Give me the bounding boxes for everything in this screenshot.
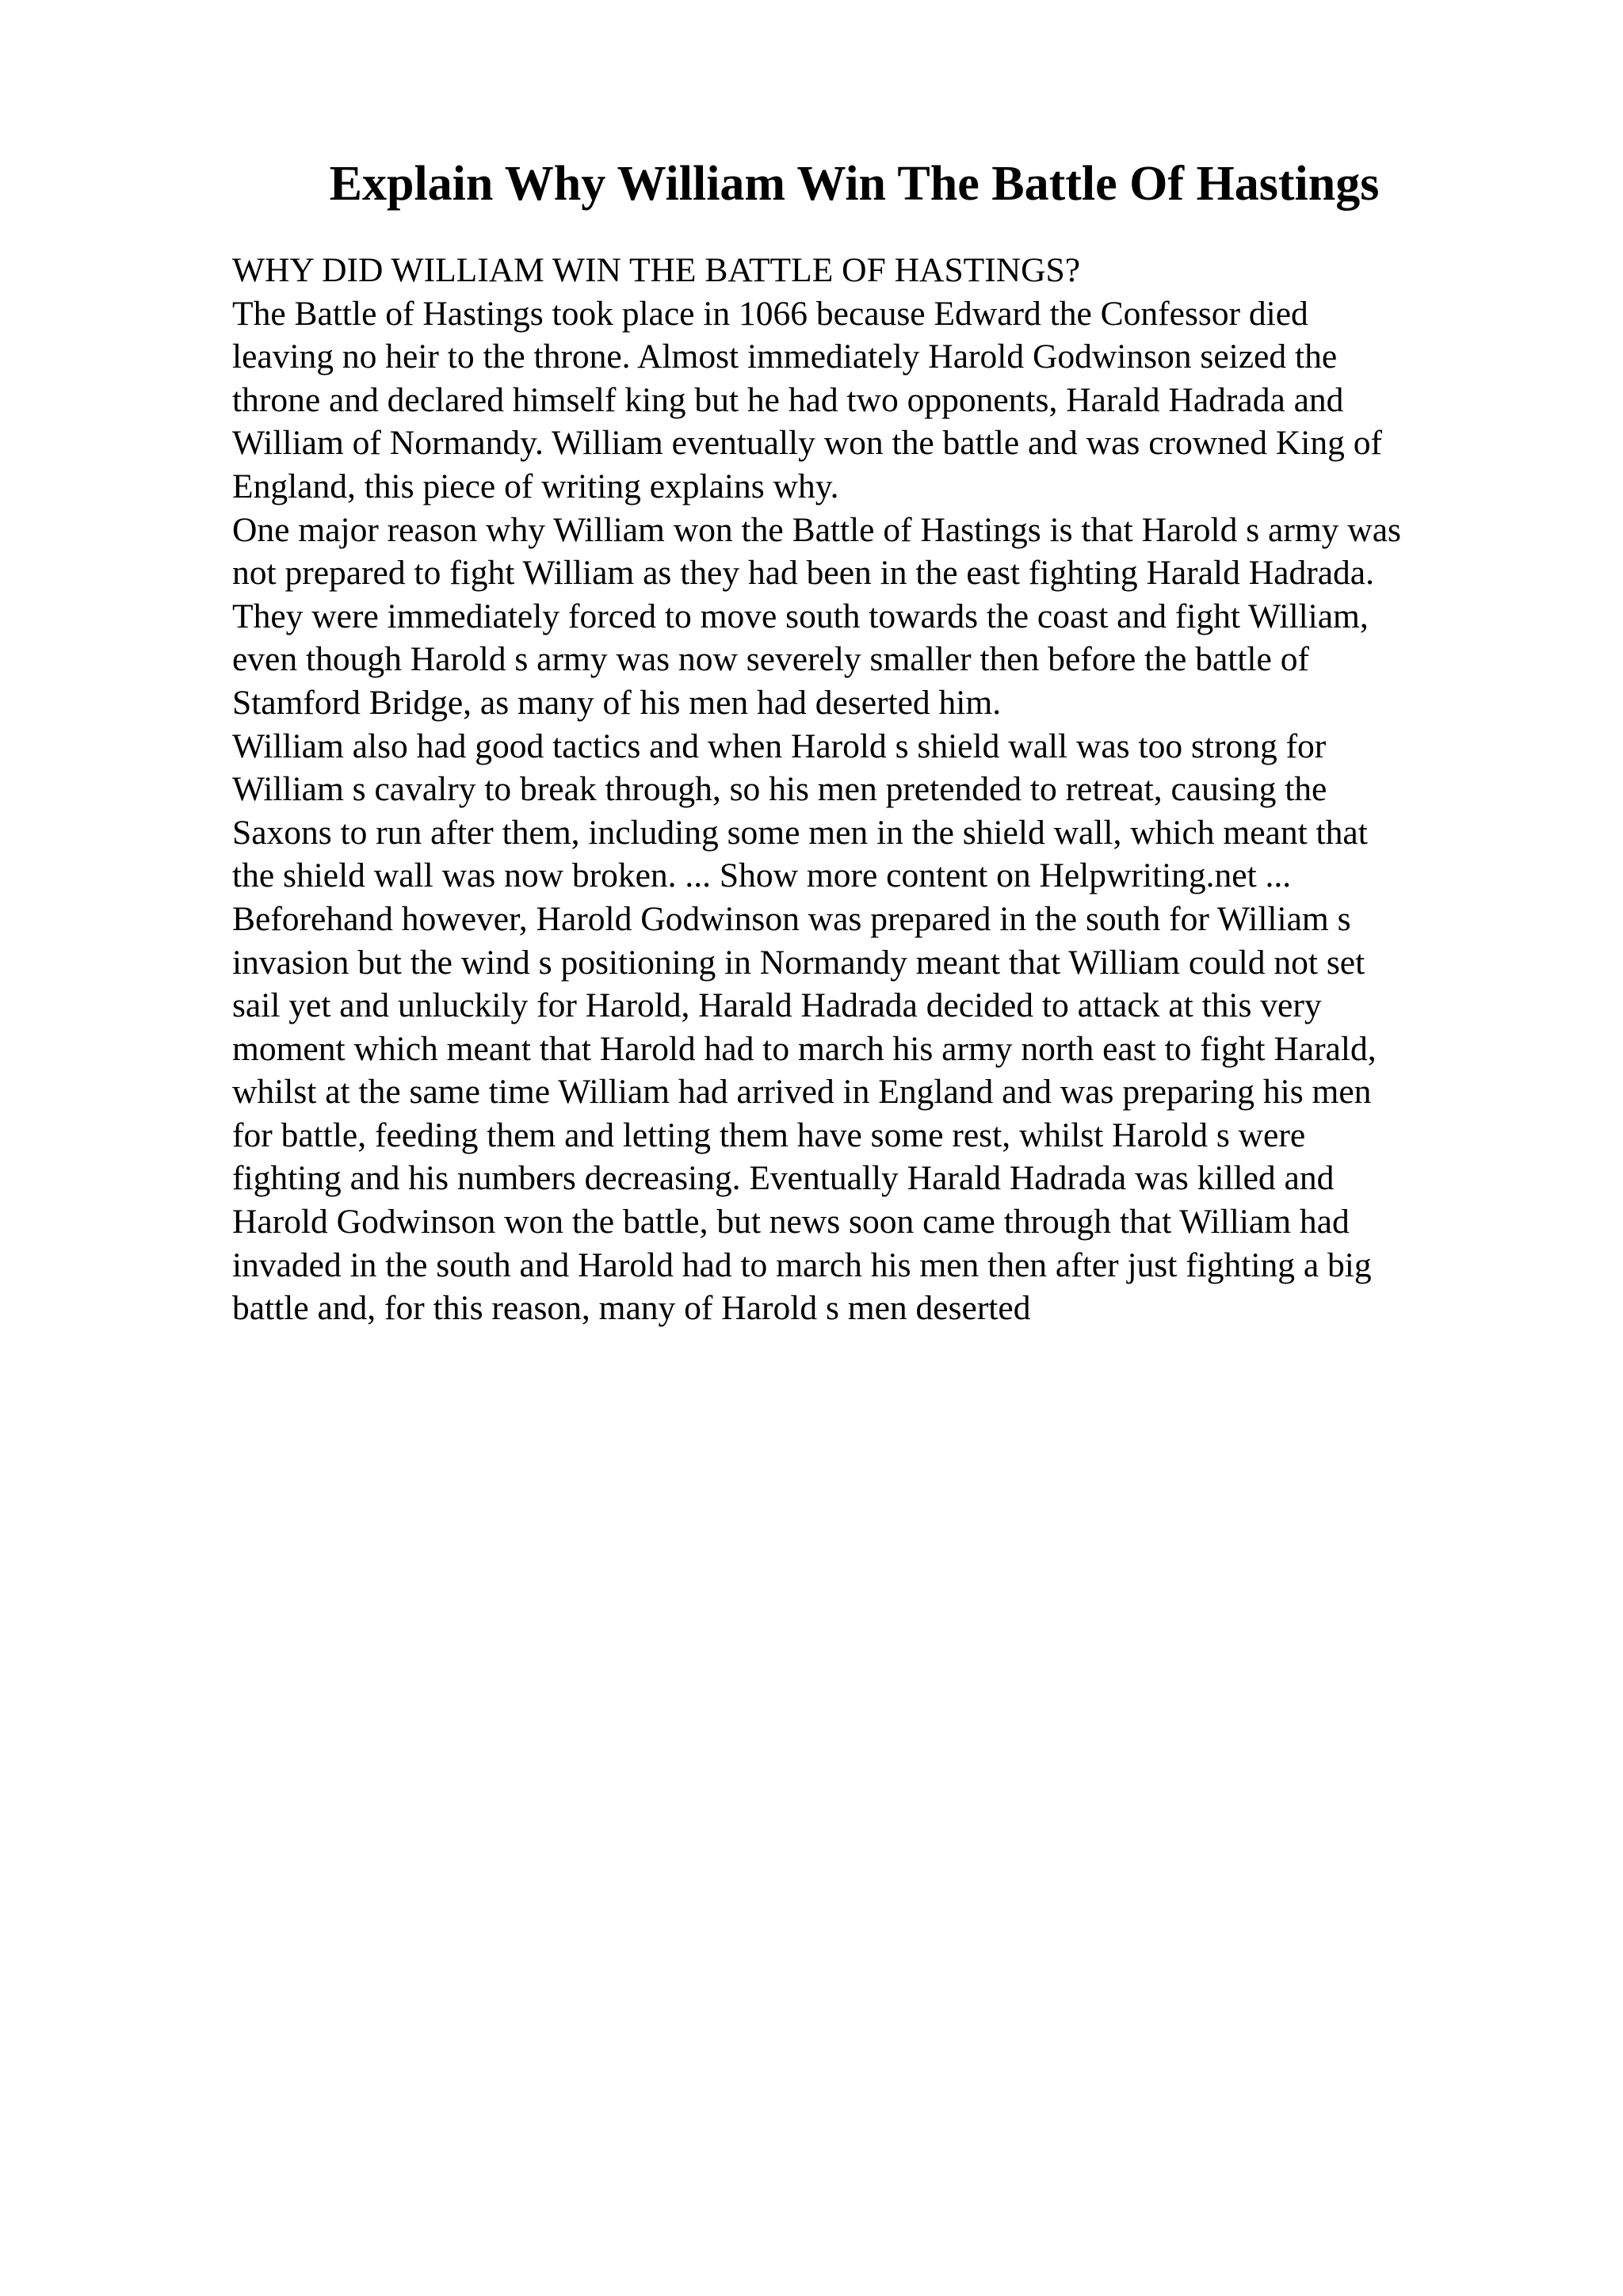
text-line: the shield wall was now broken. ... Show more content on Helpwriting.net ... [232,856,1292,895]
text-line: throne and declared himself king but he had two opponents, Harald Hadrada and [232,380,1344,419]
text-line: invaded in the south and Harold had to march his men then after just fighting a big [232,1245,1372,1284]
text-line: William of Normandy. William eventually won the battle and was crowned King of [232,424,1382,463]
text-line: even though Harold s army was now severely smaller then before the battle of [232,640,1309,679]
text-line: Beforehand however, Harold Godwinson was prepared in the south for William s [232,899,1351,938]
document-title: Explain Why William Win The Battle Of Hastings [329,157,1380,211]
text-line: fighting and his numbers decreasing. Eventually Harald Hadrada was killed and [232,1159,1335,1198]
text-line: The Battle of Hastings took place in 1066 because Edward the Confessor died [232,294,1308,333]
text-line: battle and, for this reason, many of Harold s men deserted [232,1289,1031,1328]
subheading: WHY DID WILLIAM WIN THE BATTLE OF HASTINGS? [232,251,1081,289]
text-line: moment which meant that Harold had to march his army north east to fight Harald, [232,1029,1377,1068]
text-line: Harold Godwinson won the battle, but news soon came through that William had [232,1203,1350,1241]
text-line: leaving no heir to the throne. Almost immediately Harold Godwinson seized the [232,338,1338,376]
text-line: England, this piece of writing explains why. [232,467,839,505]
text-line: They were immediately forced to move south towards the coast and fight William, [232,597,1369,635]
text-line: for battle, feeding them and letting them have some rest, whilst Harold s were [232,1116,1306,1154]
text-line: William s cavalry to break through, so his men pretended to retreat, causing the [232,770,1327,809]
text-line: not prepared to fight William as they had been in the east fighting Harald Hadrada. [232,554,1374,593]
text-line: sail yet and unluckily for Harold, Harald Hadrada decided to attack at this very [232,986,1322,1025]
text-line: invasion but the wind s positioning in Normandy meant that William could not set [232,943,1365,982]
text-line: William also had good tactics and when Harold s shield wall was too strong for [232,727,1327,765]
document-body [232,249,1516,1330]
text-line: One major reason why William won the Battle of Hastings is that Harold s army was [232,510,1401,549]
text-line: Saxons to run after them, including some men in the shield wall, which meant that [232,813,1368,852]
text-line: Stamford Bridge, as many of his men had deserted him. [232,683,1002,722]
text-line: whilst at the same time William had arrived in England and was preparing his men [232,1073,1372,1112]
